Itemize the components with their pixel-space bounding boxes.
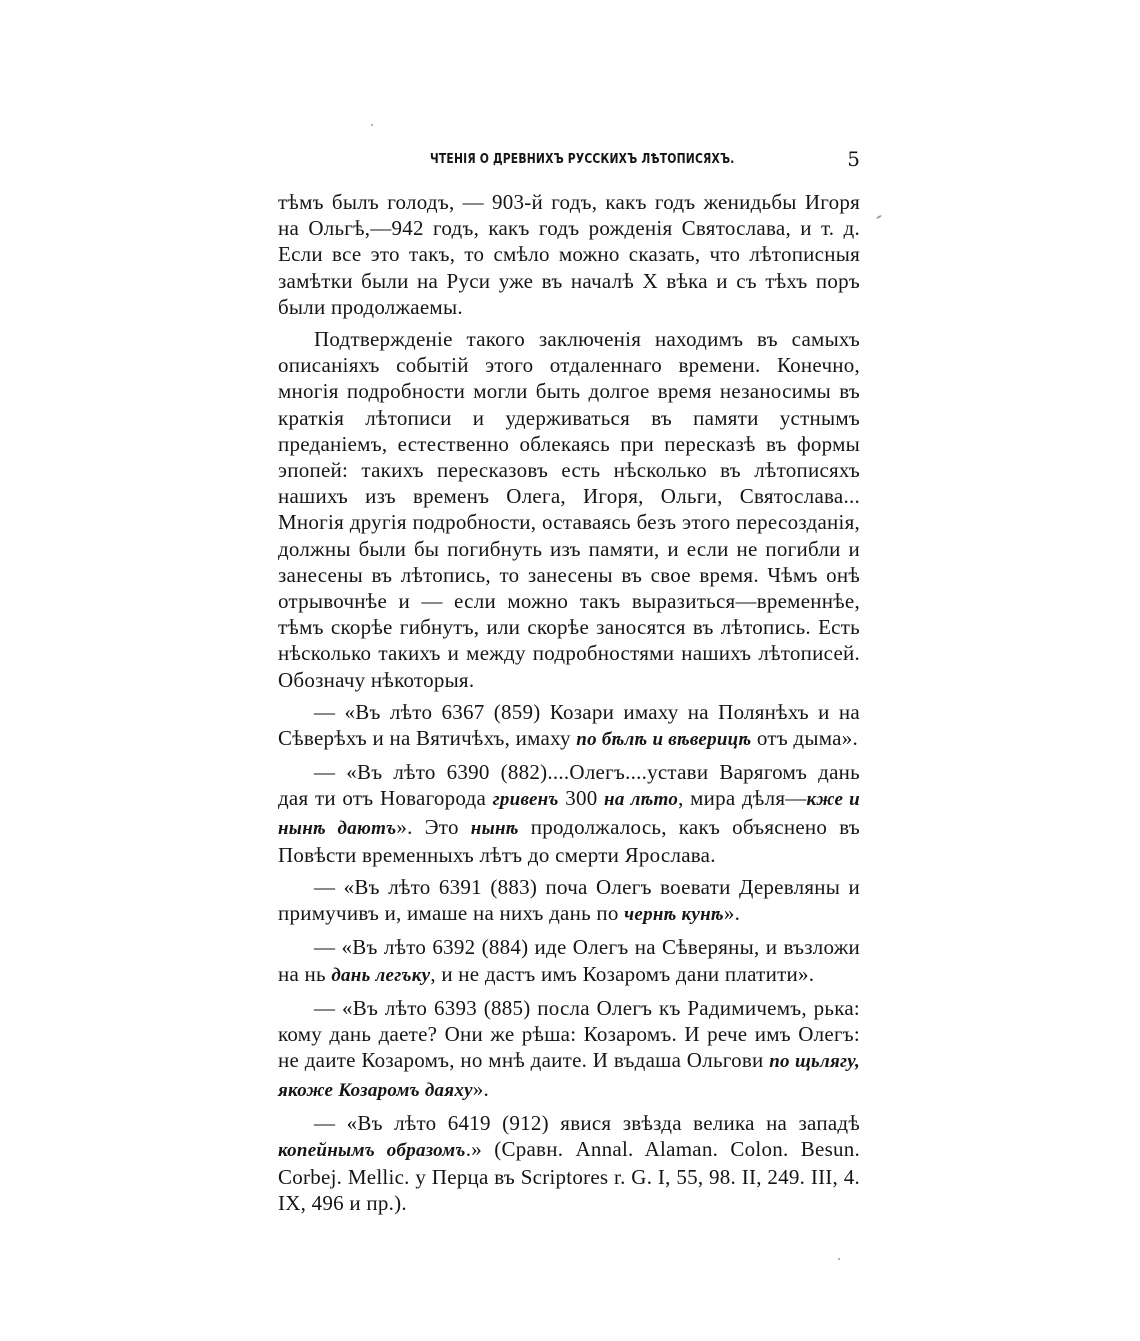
paragraph (278, 874, 860, 928)
text-run: — «Въ лѣто 6392 (884) иде Олегъ на Сѣверяны, и възложи на нь (278, 935, 860, 986)
paragraph (278, 759, 860, 868)
text-run: — «Въ лѣто 6419 (912) явися звѣзда велика на западѣ (314, 1110, 860, 1135)
paragraph (278, 995, 860, 1104)
paragraph (278, 326, 860, 693)
text-run: продолжалось, какъ объяснено въ Повѣсти временныхъ лѣтъ до смерти Ярослава. (278, 814, 860, 867)
text-run: тѣмъ былъ голодъ, — 903-й годъ, какъ годъ женидьбы Игоря на Ольгѣ,—942 годъ, какъ годъ рожденія Святослава, и т. д. Если все это такъ, то смѣло можно сказать, что лѣтописныя замѣтки были на Руси уже въ началѣ X вѣка и съ тѣхъ поръ были продолжаемы. (278, 190, 860, 319)
text-run: , мира дѣля— (678, 786, 807, 811)
text-run: .» (Сравн. Annal. Alaman. Colon. Besun. Corbej. Mellic. у Перца въ Scriptores r. G. I, 55, 98. II, 249. III, 4. IX, 496 и пр.). (278, 1136, 860, 1216)
text-run: ». (723, 901, 741, 926)
text-run: ». (472, 1076, 490, 1101)
page-number: 5 (847, 147, 860, 171)
italic-quote: по щьлягу, якоже Козаромъ даяху (278, 1051, 860, 1101)
italic-quote: кже и нынѣ даютъ (278, 789, 860, 839)
paragraph (278, 934, 860, 988)
italic-quote: дань легъку (331, 964, 431, 986)
italic-quote: на лѣто (604, 789, 679, 811)
text-run: отъ дыма». (751, 726, 858, 751)
text-run: 300 (558, 786, 605, 811)
italic-quote: по бѣлѣ и вѣверицѣ (576, 729, 752, 751)
text-run: — «Въ лѣто 6391 (883) поча Олегъ воевати Деревляны и примучивъ и, имаше на нихъ дань по (278, 875, 860, 926)
italic-quote: гривенъ (492, 789, 559, 811)
text-run: Подтвержденіе такого заключенія находимъ въ самыхъ описаніяхъ событій этого отдаленнаго времени. Конечно, многія подробности могли быть долгое время незаносимы въ краткія лѣтописи и удерживаться въ памяти устнымъ преданіемъ, естественно облекаясь при пересказѣ въ формы эпопей: такихъ пересказовъ есть нѣсколько въ лѣтописяхъ нашихъ изъ временъ Олега, Игоря, Ольги, Святослава... Многія другія подробности, оставаясь безъ этого пересозданія, должны были бы погибнуть изъ памяти, и если не погибли и занесены въ лѣтопись, то занесены въ свое время. Чѣмъ онѣ отрывочнѣе и — если можно такъ выразиться—временнѣе, тѣмъ скорѣе гибнутъ, или скорѣе заносятся въ лѣтопись. Есть нѣсколько такихъ и между подробностями нашихъ лѣтописей. Обозначу нѣкоторыя. (278, 327, 860, 692)
text-run: — «Въ лѣто 6367 (859) Козари имаху на Полянѣхъ и на Сѣверѣхъ и на Вятичѣхъ, имаху (278, 699, 860, 751)
paragraph (278, 189, 860, 320)
scan-speck (371, 124, 373, 126)
text-run: — «Въ лѣто 6393 (885) посла Олегъ къ Радимичемъ, рька: кому дань даете? Они же рѣша: Козаромъ. И рече имъ Олегъ: не даите Козаромъ, но мнѣ даите. И въдаша Ольгови (278, 995, 860, 1073)
text-run: , и не дастъ имъ Козаромъ дани платити». (430, 961, 815, 986)
scan-speck (876, 215, 882, 220)
text-run: ». Это (396, 814, 471, 839)
paragraph (278, 1110, 860, 1217)
running-header (278, 147, 860, 174)
italic-quote: нынѣ (470, 817, 519, 839)
italic-quote: копейнымъ образомъ (278, 1139, 466, 1161)
text-run: — «Въ лѣто 6390 (882)....Олегъ....устави Варягомъ дань дая ти отъ Новагорода (278, 760, 860, 811)
scan-speck (838, 1258, 840, 1260)
paragraph (278, 699, 860, 753)
italic-quote: чернѣ кунѣ (624, 904, 724, 926)
body-text (278, 189, 860, 1217)
running-title: ЧТЕНІЯ О ДРЕВНИХЪ РУССКИХЪ ЛѢТОПИСЯХЪ. (430, 152, 735, 167)
